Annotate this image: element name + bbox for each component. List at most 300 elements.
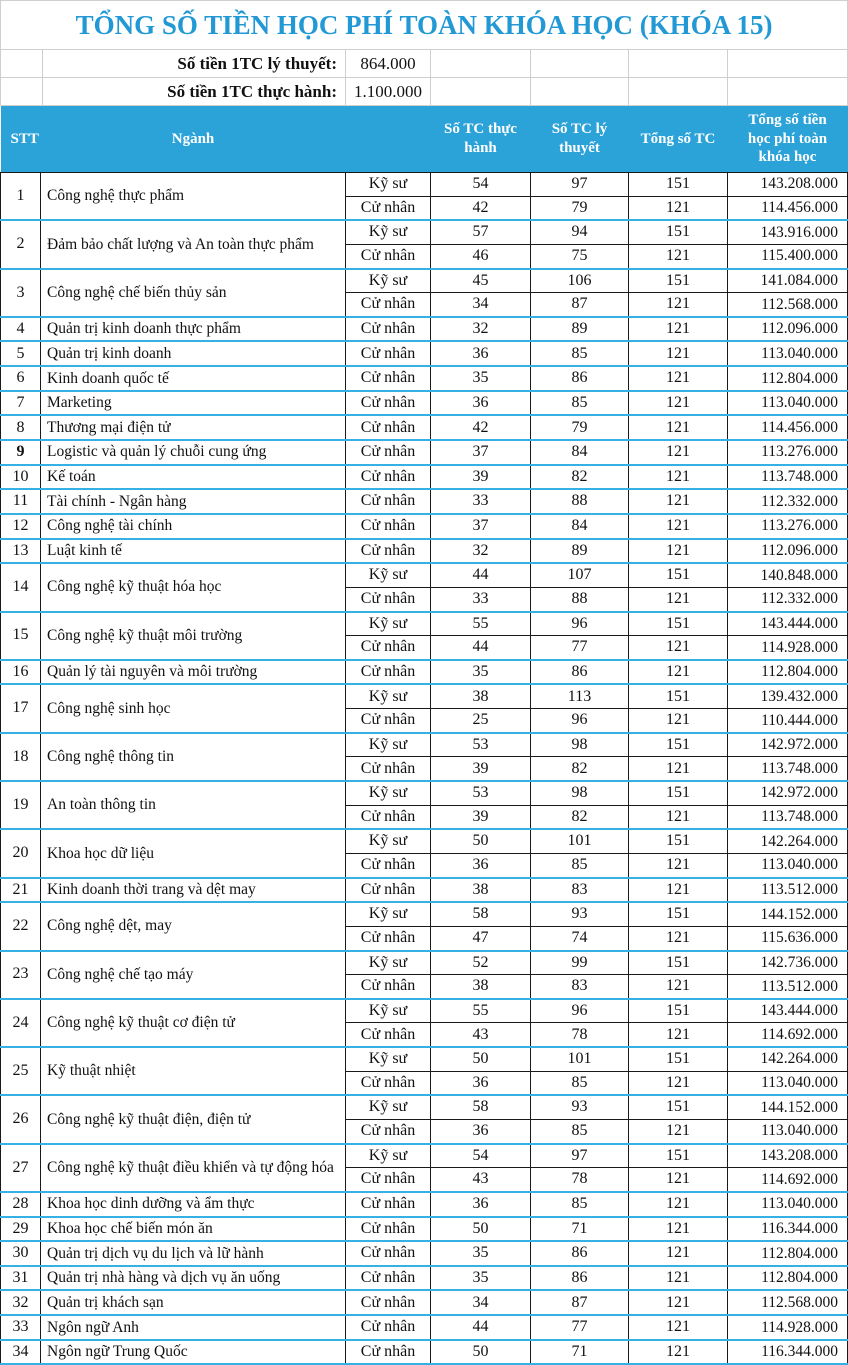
credits-practice-cell: 46 — [431, 244, 531, 268]
major-cell: Marketing — [41, 391, 346, 416]
unit-price-label-practice: Số tiền 1TC thực hành: — [43, 78, 346, 106]
stt-cell: 14 — [1, 563, 41, 611]
total-credits-cell: 121 — [629, 878, 728, 903]
credits-practice-cell: 50 — [431, 1047, 531, 1071]
credits-theory-cell: 82 — [531, 757, 629, 781]
degree-cell: Cử nhân — [346, 1315, 431, 1340]
empty-cell — [531, 50, 629, 78]
degree-cell: Cử nhân — [346, 853, 431, 877]
total-credits-cell: 151 — [629, 269, 728, 293]
degree-cell: Cử nhân — [346, 293, 431, 317]
empty-cell — [1, 78, 43, 106]
stt-cell: 17 — [1, 684, 41, 732]
total-credits-cell: 151 — [629, 829, 728, 853]
credits-practice-cell: 34 — [431, 293, 531, 317]
total-fee-cell: 112.096.000 — [728, 317, 848, 342]
credits-theory-cell: 89 — [531, 317, 629, 342]
total-fee-cell: 112.568.000 — [728, 1290, 848, 1315]
credits-practice-cell: 54 — [431, 173, 531, 197]
credits-practice-cell: 39 — [431, 757, 531, 781]
credits-theory-cell: 86 — [531, 366, 629, 391]
major-cell: Quản trị dịch vụ du lịch và lữ hành — [41, 1241, 346, 1266]
stt-cell: 29 — [1, 1217, 41, 1242]
fee-table — [0, 106, 848, 1365]
total-credits-cell: 151 — [629, 563, 728, 587]
credits-practice-cell: 43 — [431, 1023, 531, 1047]
credits-practice-cell: 50 — [431, 829, 531, 853]
total-credits-cell: 121 — [629, 975, 728, 999]
total-fee-cell: 142.972.000 — [728, 733, 848, 757]
credits-theory-cell: 94 — [531, 220, 629, 244]
total-credits-cell: 121 — [629, 805, 728, 829]
credits-theory-cell: 85 — [531, 341, 629, 366]
degree-cell: Cử nhân — [346, 415, 431, 440]
credits-theory-cell: 101 — [531, 1047, 629, 1071]
degree-cell: Kỹ sư — [346, 684, 431, 708]
total-fee-cell: 114.456.000 — [728, 415, 848, 440]
table-row — [1, 366, 848, 391]
degree-cell: Kỹ sư — [346, 951, 431, 975]
degree-cell: Cử nhân — [346, 341, 431, 366]
header-tong-tc: Tổng số TC — [629, 106, 728, 173]
degree-cell: Cử nhân — [346, 805, 431, 829]
page-title: TỔNG SỐ TIỀN HỌC PHÍ TOÀN KHÓA HỌC (KHÓA 15) — [1, 1, 848, 50]
table-row — [1, 1095, 848, 1119]
total-fee-cell: 143.916.000 — [728, 220, 848, 244]
major-cell: Ngôn ngữ Trung Quốc — [41, 1340, 346, 1365]
credits-practice-cell: 38 — [431, 684, 531, 708]
credits-practice-cell: 36 — [431, 1071, 531, 1095]
table-row — [1, 1266, 848, 1291]
degree-cell: Cử nhân — [346, 1119, 431, 1143]
credits-practice-cell: 44 — [431, 636, 531, 660]
major-cell: Quản trị kinh doanh thực phẩm — [41, 317, 346, 342]
degree-cell: Cử nhân — [346, 975, 431, 999]
table-row — [1, 489, 848, 514]
major-cell: Công nghệ chế biến thủy sản — [41, 269, 346, 317]
credits-practice-cell: 35 — [431, 1266, 531, 1291]
header-tc-thuc-hanh: Số TC thực hành — [431, 106, 531, 173]
stt-cell: 16 — [1, 660, 41, 685]
degree-cell: Cử nhân — [346, 366, 431, 391]
credits-practice-cell: 53 — [431, 781, 531, 805]
degree-cell: Cử nhân — [346, 587, 431, 611]
credits-theory-cell: 96 — [531, 709, 629, 733]
credits-theory-cell: 86 — [531, 1266, 629, 1291]
credits-practice-cell: 36 — [431, 1192, 531, 1217]
degree-cell: Cử nhân — [346, 244, 431, 268]
stt-cell: 9 — [1, 440, 41, 465]
total-fee-cell: 141.084.000 — [728, 269, 848, 293]
table-row — [1, 684, 848, 708]
stt-cell: 24 — [1, 999, 41, 1047]
total-fee-cell: 143.444.000 — [728, 999, 848, 1023]
credits-practice-cell: 58 — [431, 1095, 531, 1119]
major-cell: Logistic và quản lý chuỗi cung ứng — [41, 440, 346, 465]
total-credits-cell: 121 — [629, 293, 728, 317]
degree-cell: Kỹ sư — [346, 999, 431, 1023]
major-cell: Ngôn ngữ Anh — [41, 1315, 346, 1340]
credits-theory-cell: 71 — [531, 1217, 629, 1242]
empty-cell — [728, 50, 848, 78]
table-row — [1, 1340, 848, 1365]
total-credits-cell: 121 — [629, 709, 728, 733]
total-fee-cell: 113.748.000 — [728, 805, 848, 829]
total-fee-cell: 113.748.000 — [728, 465, 848, 490]
degree-cell: Cử nhân — [346, 1266, 431, 1291]
major-cell: Thương mại điện tử — [41, 415, 346, 440]
degree-cell: Kỹ sư — [346, 173, 431, 197]
stt-cell: 33 — [1, 1315, 41, 1340]
major-cell: Khoa học dinh dưỡng và ẩm thực — [41, 1192, 346, 1217]
stt-cell: 27 — [1, 1144, 41, 1192]
table-row — [1, 220, 848, 244]
credits-theory-cell: 88 — [531, 489, 629, 514]
total-credits-cell: 121 — [629, 1071, 728, 1095]
unit-price-row — [1, 50, 848, 78]
table-row — [1, 733, 848, 757]
degree-cell: Cử nhân — [346, 926, 431, 950]
credits-practice-cell: 53 — [431, 733, 531, 757]
table-row — [1, 317, 848, 342]
credits-theory-cell: 84 — [531, 514, 629, 539]
credits-practice-cell: 33 — [431, 489, 531, 514]
credits-theory-cell: 82 — [531, 805, 629, 829]
degree-cell: Kỹ sư — [346, 1095, 431, 1119]
stt-cell: 11 — [1, 489, 41, 514]
table-row — [1, 539, 848, 564]
table-row — [1, 1192, 848, 1217]
total-fee-cell: 144.152.000 — [728, 902, 848, 926]
total-fee-cell: 110.444.000 — [728, 709, 848, 733]
empty-cell — [1, 50, 43, 78]
table-row — [1, 660, 848, 685]
degree-cell: Cử nhân — [346, 514, 431, 539]
total-fee-cell: 114.456.000 — [728, 196, 848, 220]
credits-practice-cell: 55 — [431, 612, 531, 636]
stt-cell: 4 — [1, 317, 41, 342]
header-degree — [346, 106, 431, 173]
total-fee-cell: 113.040.000 — [728, 853, 848, 877]
stt-cell: 2 — [1, 220, 41, 268]
credits-theory-cell: 85 — [531, 391, 629, 416]
stt-cell: 15 — [1, 612, 41, 660]
credits-theory-cell: 96 — [531, 999, 629, 1023]
total-fee-cell: 142.264.000 — [728, 1047, 848, 1071]
degree-cell: Cử nhân — [346, 660, 431, 685]
credits-practice-cell: 43 — [431, 1168, 531, 1192]
major-cell: Quản trị khách sạn — [41, 1290, 346, 1315]
credits-theory-cell: 98 — [531, 781, 629, 805]
total-credits-cell: 121 — [629, 196, 728, 220]
credits-practice-cell: 52 — [431, 951, 531, 975]
total-fee-cell: 112.804.000 — [728, 366, 848, 391]
total-credits-cell: 151 — [629, 902, 728, 926]
total-credits-cell: 121 — [629, 1315, 728, 1340]
credits-theory-cell: 85 — [531, 1192, 629, 1217]
degree-cell: Cử nhân — [346, 391, 431, 416]
degree-cell: Cử nhân — [346, 465, 431, 490]
credits-theory-cell: 107 — [531, 563, 629, 587]
total-fee-cell: 143.444.000 — [728, 612, 848, 636]
credits-theory-cell: 113 — [531, 684, 629, 708]
major-cell: An toàn thông tin — [41, 781, 346, 829]
table-row — [1, 1290, 848, 1315]
stt-cell: 20 — [1, 829, 41, 877]
credits-practice-cell: 35 — [431, 366, 531, 391]
credits-theory-cell: 86 — [531, 1241, 629, 1266]
degree-cell: Kỹ sư — [346, 902, 431, 926]
stt-cell: 7 — [1, 391, 41, 416]
total-fee-cell: 143.208.000 — [728, 1144, 848, 1168]
total-fee-cell: 113.512.000 — [728, 878, 848, 903]
stt-cell: 12 — [1, 514, 41, 539]
stt-cell: 10 — [1, 465, 41, 490]
total-fee-cell: 113.040.000 — [728, 1119, 848, 1143]
total-fee-cell: 113.040.000 — [728, 391, 848, 416]
credits-theory-cell: 101 — [531, 829, 629, 853]
credits-theory-cell: 74 — [531, 926, 629, 950]
major-cell: Công nghệ thực phẩm — [41, 173, 346, 221]
total-credits-cell: 151 — [629, 1144, 728, 1168]
total-fee-cell: 114.692.000 — [728, 1168, 848, 1192]
degree-cell: Cử nhân — [346, 709, 431, 733]
total-fee-cell: 112.804.000 — [728, 660, 848, 685]
stt-cell: 22 — [1, 902, 41, 950]
credits-practice-cell: 36 — [431, 1119, 531, 1143]
credits-theory-cell: 99 — [531, 951, 629, 975]
total-credits-cell: 121 — [629, 1217, 728, 1242]
total-fee-cell: 139.432.000 — [728, 684, 848, 708]
major-cell: Luật kinh tế — [41, 539, 346, 564]
credits-theory-cell: 87 — [531, 293, 629, 317]
credits-practice-cell: 32 — [431, 317, 531, 342]
credits-practice-cell: 50 — [431, 1340, 531, 1365]
credits-practice-cell: 57 — [431, 220, 531, 244]
degree-cell: Cử nhân — [346, 757, 431, 781]
unit-price-value-theory: 864.000 — [346, 50, 431, 78]
credits-theory-cell: 85 — [531, 853, 629, 877]
degree-cell: Kỹ sư — [346, 612, 431, 636]
unit-price-table — [0, 0, 848, 106]
empty-cell — [431, 50, 531, 78]
total-credits-cell: 121 — [629, 587, 728, 611]
credits-theory-cell: 82 — [531, 465, 629, 490]
credits-theory-cell: 77 — [531, 1315, 629, 1340]
credits-theory-cell: 106 — [531, 269, 629, 293]
total-fee-cell: 142.972.000 — [728, 781, 848, 805]
total-fee-cell: 112.804.000 — [728, 1241, 848, 1266]
stt-cell: 25 — [1, 1047, 41, 1095]
credits-practice-cell: 42 — [431, 196, 531, 220]
total-credits-cell: 121 — [629, 853, 728, 877]
credits-theory-cell: 79 — [531, 196, 629, 220]
total-credits-cell: 121 — [629, 926, 728, 950]
credits-theory-cell: 83 — [531, 878, 629, 903]
credits-practice-cell: 32 — [431, 539, 531, 564]
degree-cell: Cử nhân — [346, 636, 431, 660]
credits-theory-cell: 78 — [531, 1168, 629, 1192]
credits-theory-cell: 85 — [531, 1071, 629, 1095]
stt-cell: 21 — [1, 878, 41, 903]
credits-practice-cell: 37 — [431, 440, 531, 465]
major-cell: Công nghệ kỹ thuật môi trường — [41, 612, 346, 660]
total-fee-cell: 142.736.000 — [728, 951, 848, 975]
major-cell: Quản lý tài nguyên và môi trường — [41, 660, 346, 685]
table-row — [1, 829, 848, 853]
major-cell: Khoa học dữ liệu — [41, 829, 346, 877]
header-nganh: Ngành — [41, 106, 346, 173]
table-row — [1, 878, 848, 903]
stt-cell: 34 — [1, 1340, 41, 1365]
degree-cell: Cử nhân — [346, 489, 431, 514]
credits-practice-cell: 44 — [431, 563, 531, 587]
title-row — [1, 1, 848, 50]
header-stt: STT — [1, 106, 41, 173]
degree-cell: Cử nhân — [346, 1290, 431, 1315]
table-row — [1, 612, 848, 636]
credits-theory-cell: 98 — [531, 733, 629, 757]
credits-practice-cell: 39 — [431, 805, 531, 829]
total-fee-cell: 112.804.000 — [728, 1266, 848, 1291]
credits-practice-cell: 35 — [431, 660, 531, 685]
credits-theory-cell: 75 — [531, 244, 629, 268]
header-tc-ly-thuyet: Số TC lý thuyết — [531, 106, 629, 173]
major-cell: Quản trị nhà hàng và dịch vụ ăn uống — [41, 1266, 346, 1291]
stt-cell: 1 — [1, 173, 41, 221]
credits-practice-cell: 45 — [431, 269, 531, 293]
total-credits-cell: 121 — [629, 244, 728, 268]
degree-cell: Cử nhân — [346, 1241, 431, 1266]
degree-cell: Kỹ sư — [346, 1144, 431, 1168]
table-row — [1, 173, 848, 197]
credits-theory-cell: 96 — [531, 612, 629, 636]
table-row — [1, 563, 848, 587]
major-cell: Tài chính - Ngân hàng — [41, 489, 346, 514]
total-fee-cell: 113.276.000 — [728, 440, 848, 465]
credits-practice-cell: 37 — [431, 514, 531, 539]
credits-practice-cell: 34 — [431, 1290, 531, 1315]
total-credits-cell: 121 — [629, 1290, 728, 1315]
total-fee-cell: 114.928.000 — [728, 1315, 848, 1340]
total-credits-cell: 121 — [629, 415, 728, 440]
total-credits-cell: 151 — [629, 1047, 728, 1071]
total-fee-cell: 142.264.000 — [728, 829, 848, 853]
total-credits-cell: 121 — [629, 1168, 728, 1192]
total-credits-cell: 151 — [629, 612, 728, 636]
table-row — [1, 269, 848, 293]
credits-practice-cell: 42 — [431, 415, 531, 440]
major-cell: Khoa học chế biến món ăn — [41, 1217, 346, 1242]
major-cell: Công nghệ dệt, may — [41, 902, 346, 950]
stt-cell: 28 — [1, 1192, 41, 1217]
major-cell: Đảm bảo chất lượng và An toàn thực phẩm — [41, 220, 346, 268]
total-credits-cell: 121 — [629, 465, 728, 490]
credits-theory-cell: 78 — [531, 1023, 629, 1047]
total-fee-cell: 112.332.000 — [728, 587, 848, 611]
credits-practice-cell: 47 — [431, 926, 531, 950]
major-cell: Công nghệ thông tin — [41, 733, 346, 781]
degree-cell: Cử nhân — [346, 1168, 431, 1192]
stt-cell: 19 — [1, 781, 41, 829]
total-fee-cell: 113.748.000 — [728, 757, 848, 781]
degree-cell: Kỹ sư — [346, 781, 431, 805]
total-credits-cell: 121 — [629, 1192, 728, 1217]
credits-theory-cell: 97 — [531, 173, 629, 197]
degree-cell: Cử nhân — [346, 539, 431, 564]
table-row — [1, 391, 848, 416]
total-credits-cell: 121 — [629, 636, 728, 660]
credits-practice-cell: 54 — [431, 1144, 531, 1168]
total-credits-cell: 121 — [629, 391, 728, 416]
total-fee-cell: 112.332.000 — [728, 489, 848, 514]
degree-cell: Cử nhân — [346, 1217, 431, 1242]
total-credits-cell: 151 — [629, 684, 728, 708]
total-fee-cell: 114.928.000 — [728, 636, 848, 660]
stt-cell: 26 — [1, 1095, 41, 1143]
major-cell: Công nghệ kỹ thuật hóa học — [41, 563, 346, 611]
total-credits-cell: 121 — [629, 341, 728, 366]
degree-cell: Cử nhân — [346, 878, 431, 903]
total-credits-cell: 151 — [629, 733, 728, 757]
table-row — [1, 1241, 848, 1266]
empty-cell — [431, 78, 531, 106]
degree-cell: Kỹ sư — [346, 220, 431, 244]
credits-theory-cell: 77 — [531, 636, 629, 660]
total-credits-cell: 151 — [629, 220, 728, 244]
total-fee-cell: 115.636.000 — [728, 926, 848, 950]
unit-price-row — [1, 78, 848, 106]
total-fee-cell: 144.152.000 — [728, 1095, 848, 1119]
credits-theory-cell: 88 — [531, 587, 629, 611]
degree-cell: Kỹ sư — [346, 1047, 431, 1071]
total-credits-cell: 121 — [629, 1119, 728, 1143]
total-fee-cell: 113.040.000 — [728, 1192, 848, 1217]
total-credits-cell: 151 — [629, 781, 728, 805]
table-row — [1, 440, 848, 465]
fee-table-body — [1, 173, 848, 1365]
total-fee-cell: 140.848.000 — [728, 563, 848, 587]
table-row — [1, 415, 848, 440]
major-cell: Công nghệ kỹ thuật điều khiển và tự động hóa — [41, 1144, 346, 1192]
credits-theory-cell: 71 — [531, 1340, 629, 1365]
table-row — [1, 902, 848, 926]
degree-cell: Cử nhân — [346, 1340, 431, 1365]
degree-cell: Kỹ sư — [346, 829, 431, 853]
credits-practice-cell: 38 — [431, 975, 531, 999]
stt-cell: 23 — [1, 951, 41, 999]
total-credits-cell: 121 — [629, 1340, 728, 1365]
degree-cell: Kỹ sư — [346, 563, 431, 587]
credits-theory-cell: 85 — [531, 1119, 629, 1143]
empty-cell — [531, 78, 629, 106]
table-row — [1, 999, 848, 1023]
credits-theory-cell: 97 — [531, 1144, 629, 1168]
credits-practice-cell: 36 — [431, 853, 531, 877]
header-tong-tien: Tổng số tiền học phí toàn khóa học — [728, 106, 848, 173]
total-fee-cell: 113.040.000 — [728, 341, 848, 366]
credits-theory-cell: 79 — [531, 415, 629, 440]
total-fee-cell: 116.344.000 — [728, 1340, 848, 1365]
major-cell: Công nghệ sinh học — [41, 684, 346, 732]
total-credits-cell: 121 — [629, 489, 728, 514]
credits-theory-cell: 84 — [531, 440, 629, 465]
degree-cell: Cử nhân — [346, 196, 431, 220]
credits-theory-cell: 93 — [531, 902, 629, 926]
total-credits-cell: 151 — [629, 951, 728, 975]
credits-practice-cell: 55 — [431, 999, 531, 1023]
degree-cell: Cử nhân — [346, 317, 431, 342]
